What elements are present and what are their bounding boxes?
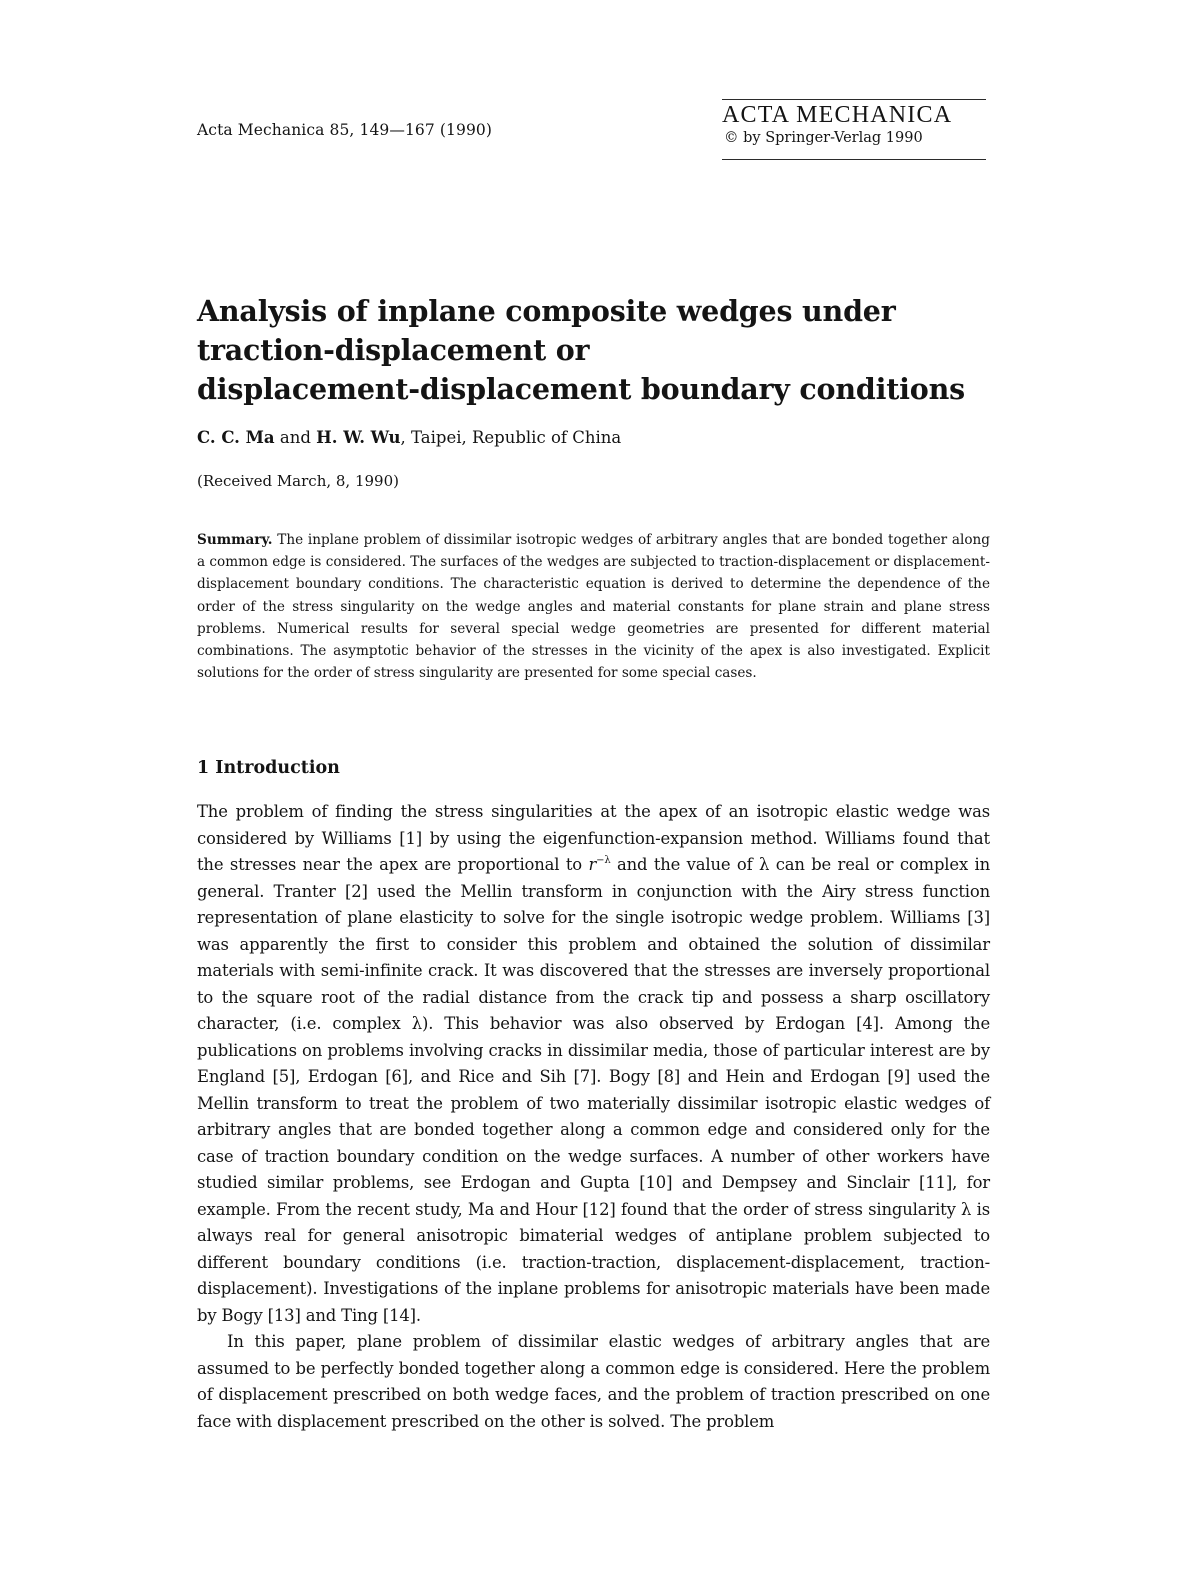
copyright-notice: © by Springer-Verlag 1990	[724, 130, 923, 146]
author-line	[197, 428, 621, 447]
author-name: C. C. Ma	[197, 428, 275, 447]
body-text	[197, 799, 990, 1435]
masthead-rule-bottom	[722, 159, 986, 160]
journal-masthead	[722, 99, 986, 160]
title-line: Analysis of inplane composite wedges under	[197, 294, 896, 328]
author-name: H. W. Wu	[316, 428, 401, 447]
journal-citation: Acta Mechanica 85, 149—167 (1990)	[197, 121, 493, 139]
masthead-rule-top	[722, 99, 986, 100]
title-line: traction-displacement or	[197, 333, 590, 367]
journal-name: ACTA MECHANICA	[722, 102, 953, 128]
section-heading: 1 Introduction	[197, 758, 340, 778]
author-affiliation: , Taipei, Republic of China	[400, 428, 622, 447]
paragraph: In this paper, plane problem of dissimilar elastic wedges of arbitrary angles that are assumed to be perfectly bonded together along a common edge is considered. Here the problem of displacement prescribed on both wedge faces, and the problem of traction prescribed on one face with displacement prescribed on the other is solved. The problem	[197, 1332, 990, 1431]
title-line: displacement-displacement boundary conditions	[197, 372, 965, 406]
abstract-text: The inplane problem of dissimilar isotropic wedges of arbitrary angles that are bonded together along a common edge is considered. The surfaces of the wedges are subjected to traction-displacement or displacement-displacement boundary conditions. The characteristic equation is derived to determine the dependence of the order of the stress singularity on the wedge angles and material constants for plane strain and plane stress problems. Numerical results for several special wedge geometries are presented for different material combinations. The asymptotic behavior of the stresses in the vicinity of the apex is also investigated. Explicit solutions for the order of stress singularity are presented for some special cases.	[197, 532, 990, 682]
abstract	[197, 529, 990, 684]
paper-title	[197, 292, 997, 409]
author-conjunction: and	[279, 428, 311, 447]
abstract-label: Summary.	[197, 532, 273, 548]
paragraph: The problem of finding the stress singularities at the apex of an isotropic elastic wedge was considered by Williams [1] by using the eigenfunction-expansion method. Williams found that the stresses near the apex are proportional to $r^{-\lambda}$ and the value of λ can be real or complex in general. Tranter [2] used the Mellin transform in conjunction with the Airy stress function representation of plane elasticity to solve for the single isotropic wedge problem. Williams [3] was apparently the first to consider this problem and obtained the solution of dissimilar materials with semi-infinite crack. It was discovered that the stresses are inversely proportional to the square root of the radial distance from the crack tip and possess a sharp oscillatory character, (i.e. complex λ). This behavior was also observed by Erdogan [4]. Among the publications on problems involving cracks in dissimilar media, those of particular interest are by England [5], Erdogan [6], and Rice and Sih [7]. Bogy [8] and Hein and Erdogan [9] used the Mellin transform to treat the problem of two materially dissimilar isotropic elastic wedges of arbitrary angles that are bonded together along a common edge and considered only for the case of traction boundary condition on the wedge surfaces. A number of other workers have studied similar problems, see Erdogan and Gupta [10] and Dempsey and Sinclair [11], for example. From the recent study, Ma and Hour [12] found that the order of stress singularity λ is always real for general anisotropic bimaterial wedges of antiplane problem subjected to different boundary conditions (i.e. traction-traction, displacement-displacement, traction-displacement). Investigations of the inplane problems for anisotropic materials have been made by Bogy [13] and Ting [14].	[197, 802, 990, 1325]
received-date: (Received March, 8, 1990)	[197, 472, 399, 490]
